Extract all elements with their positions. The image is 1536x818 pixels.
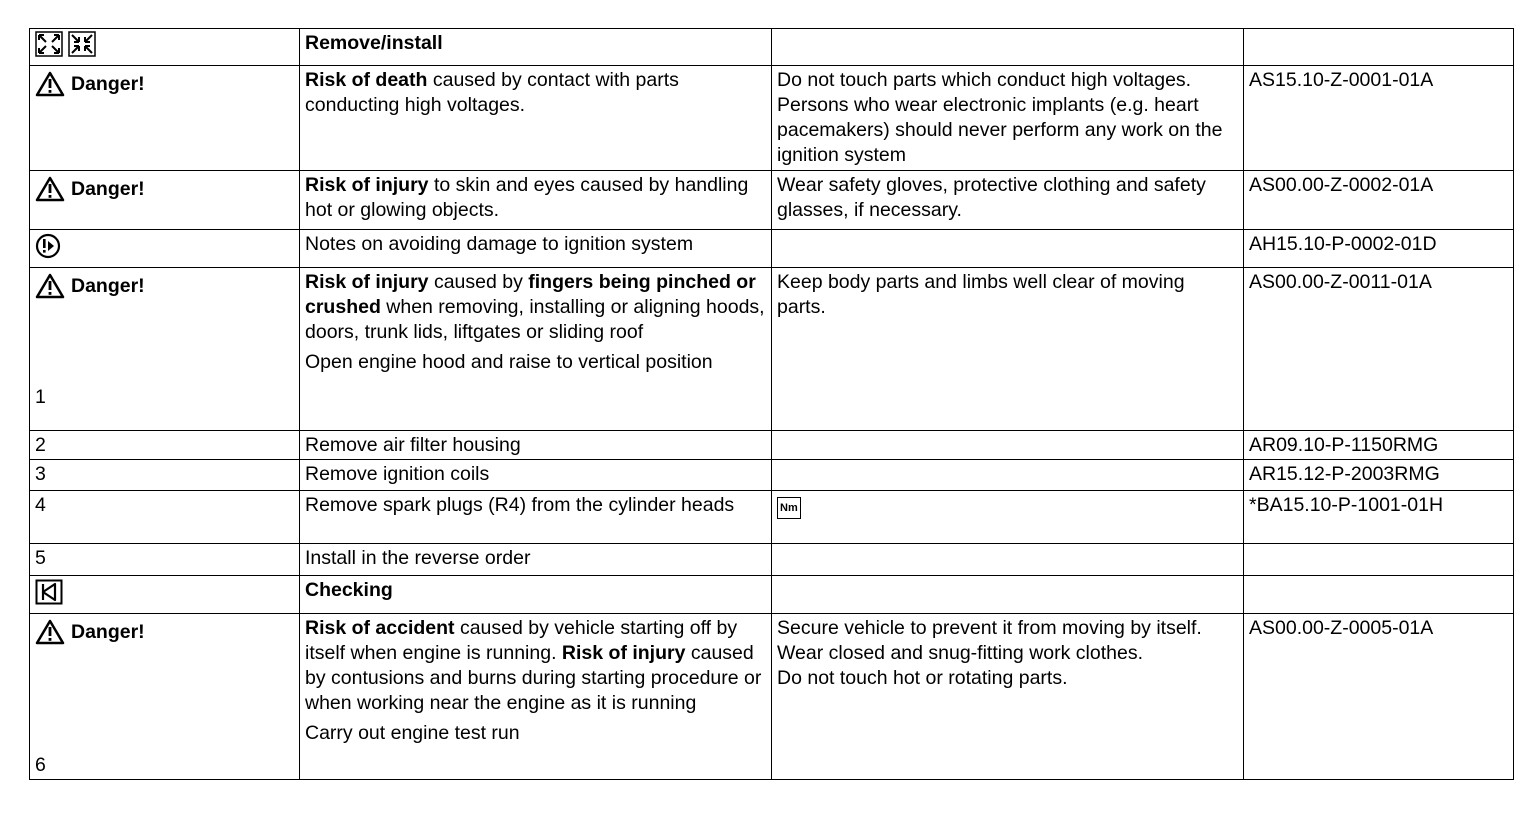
checking-header-row	[30, 576, 1514, 614]
step-row	[30, 460, 1514, 491]
measure-text: Do not touch parts which conduct high voltages. Persons who wear electronic implants (e.g. heart pacemakers) should never perform any work on the ignition system	[772, 66, 1244, 171]
danger-row-pinch	[30, 268, 1514, 431]
section-title: Remove/install	[300, 29, 772, 66]
reference-link[interactable]: AS15.10-Z-0001-01A	[1244, 66, 1514, 171]
danger-row-accident	[30, 614, 1514, 780]
torque-nm-icon[interactable]: Nm	[777, 497, 801, 519]
step-text: Carry out engine test run	[305, 722, 520, 744]
step-text: Open engine hood and raise to vertical position	[305, 351, 713, 373]
reference-link[interactable]: AS00.00-Z-0011-01A	[1244, 268, 1514, 431]
step-number: 1	[35, 386, 46, 408]
risk-text: Risk of death caused by contact with parts conducting high voltages.	[300, 66, 772, 171]
note-exclamation-icon	[35, 233, 61, 259]
warning-triangle-icon	[35, 619, 65, 645]
reference-link[interactable]: AH15.10-P-0002-01D	[1244, 230, 1514, 268]
measure-text: Keep body parts and limbs well clear of moving parts.	[772, 268, 1244, 431]
measure-text: Wear closed and snug-fitting work clothes.	[777, 642, 1143, 664]
warning-triangle-icon	[35, 71, 65, 97]
reference-link[interactable]: AS00.00-Z-0002-01A	[1244, 171, 1514, 230]
step-row	[30, 544, 1514, 576]
step-text: Remove ignition coils	[300, 460, 772, 491]
measure-text: Secure vehicle to prevent it from moving by itself.	[777, 617, 1202, 639]
danger-label: Danger!	[35, 176, 145, 202]
expand-arrows-icon	[35, 31, 63, 64]
procedure-table	[29, 28, 1514, 780]
reference-link[interactable]: AS00.00-Z-0005-01A	[1244, 614, 1514, 780]
note-text: Notes on avoiding damage to ignition system	[300, 230, 772, 268]
risk-text: Risk of accident caused by vehicle starting off by itself when engine is running. Risk of injury caused by contusions and burns during starting procedure or when working near the engine as it is running	[305, 617, 762, 714]
danger-label: Danger!	[35, 273, 145, 299]
step-number: 6	[35, 754, 46, 776]
warning-triangle-icon	[35, 176, 65, 202]
danger-label: Danger!	[35, 71, 145, 97]
section-title: Checking	[300, 576, 772, 614]
step-number: 3	[30, 460, 300, 491]
measure-text: Wear safety gloves, protective clothing and safety glasses, if necessary.	[772, 171, 1244, 230]
reference-link[interactable]: *BA15.10-P-1001-01H	[1244, 491, 1514, 544]
step-row	[30, 491, 1514, 544]
section-header-row	[30, 29, 1514, 66]
step-text: Remove air filter housing	[300, 431, 772, 460]
danger-row-hot-objects	[30, 171, 1514, 230]
risk-text: Risk of injury caused by fingers being pinched or crushed when removing, installing or aligning hoods, doors, trunk lids, liftgates or sliding roof	[305, 271, 765, 343]
step-number: 5	[30, 544, 300, 576]
step-text: Install in the reverse order	[300, 544, 772, 576]
step-number: 4	[30, 491, 300, 544]
checking-arrow-icon	[35, 579, 63, 605]
danger-row-high-voltage	[30, 66, 1514, 171]
step-row	[30, 431, 1514, 460]
measure-text: Do not touch hot or rotating parts.	[777, 667, 1068, 689]
danger-label: Danger!	[35, 619, 145, 645]
header-icons-cell	[30, 29, 300, 66]
note-row	[30, 230, 1514, 268]
reference-link[interactable]: AR15.12-P-2003RMG	[1244, 460, 1514, 491]
reference-link[interactable]: AR09.10-P-1150RMG	[1244, 431, 1514, 460]
risk-text: Risk of injury to skin and eyes caused by handling hot or glowing objects.	[300, 171, 772, 230]
step-text: Remove spark plugs (R4) from the cylinder heads	[300, 491, 772, 544]
step-number: 2	[30, 431, 300, 460]
collapse-arrows-icon	[68, 31, 96, 64]
warning-triangle-icon	[35, 273, 65, 299]
